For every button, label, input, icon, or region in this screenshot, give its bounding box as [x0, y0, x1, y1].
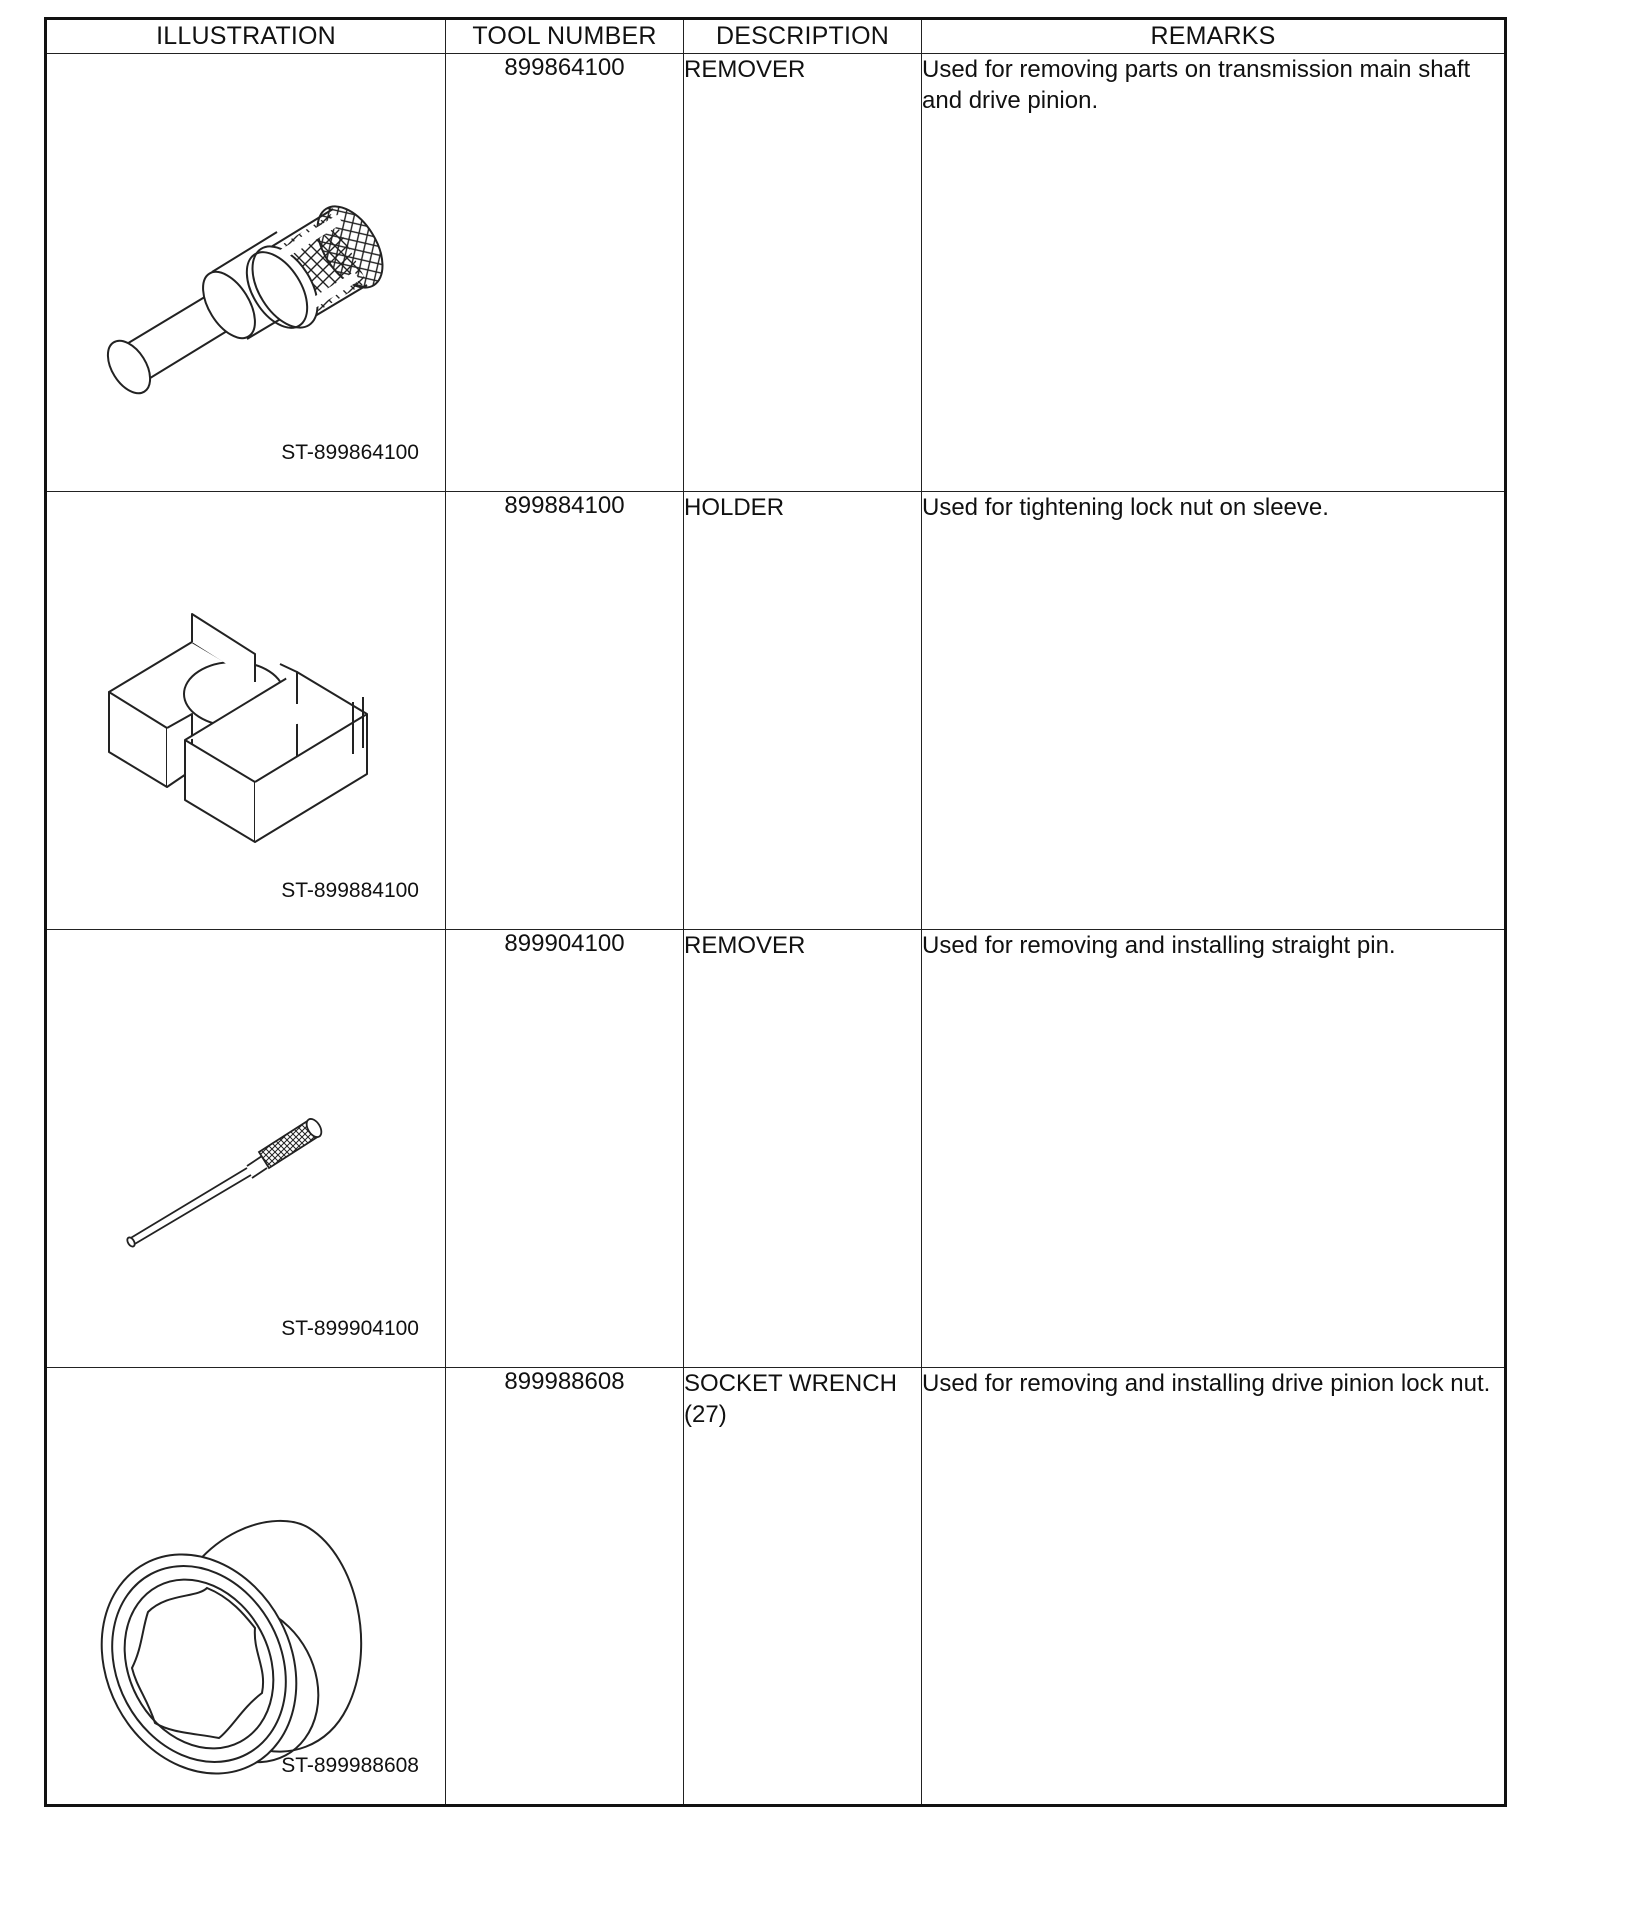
illustration-label: ST-899904100	[281, 1317, 419, 1340]
table-row	[46, 492, 1506, 930]
header-tool-number: TOOL NUMBER	[446, 19, 684, 54]
description-cell	[684, 492, 922, 930]
illustration-cell	[46, 1368, 446, 1806]
table-header-row	[46, 19, 1506, 54]
table-row	[46, 54, 1506, 492]
illustration-label: ST-899884100	[281, 879, 419, 902]
illustration-label: ST-899988608	[281, 1754, 419, 1777]
remarks: Used for removing and installing straight pin.	[922, 932, 1396, 959]
illustration-label: ST-899864100	[281, 441, 419, 464]
illustration-cell	[46, 492, 446, 930]
tool-number: 899904100	[504, 930, 625, 957]
illustration-cell	[46, 54, 446, 492]
socket-wrench-icon	[47, 1368, 447, 1806]
remarks: Used for removing parts on transmission main shaft and drive pinion.	[922, 56, 1471, 114]
table-row	[46, 1368, 1506, 1806]
remarks-cell	[922, 54, 1506, 492]
remarks-cell	[922, 492, 1506, 930]
remarks-cell	[922, 1368, 1506, 1806]
tool-number-cell	[446, 54, 684, 492]
description-cell	[684, 930, 922, 1368]
remarks: Used for tightening lock nut on sleeve.	[922, 494, 1329, 521]
tool-number-cell	[446, 492, 684, 930]
header-illustration: ILLUSTRATION	[46, 19, 446, 54]
illustration-cell	[46, 930, 446, 1368]
tool-number-cell	[446, 930, 684, 1368]
description: SOCKET WRENCH (27)	[684, 1370, 897, 1428]
description-cell	[684, 54, 922, 492]
tool-number-cell	[446, 1368, 684, 1806]
remarks: Used for removing and installing drive pinion lock nut.	[922, 1370, 1491, 1397]
holder-block-icon	[47, 492, 447, 930]
remover-punch-icon	[47, 54, 447, 492]
tool-number: 899884100	[504, 492, 625, 519]
description: REMOVER	[684, 56, 806, 83]
special-tools-sheet	[44, 17, 1507, 1807]
special-tools-table	[44, 17, 1507, 1807]
tool-number: 899864100	[504, 54, 625, 81]
tool-number: 899988608	[504, 1368, 625, 1395]
remarks-cell	[922, 930, 1506, 1368]
description: REMOVER	[684, 932, 806, 959]
table-row	[46, 930, 1506, 1368]
pin-remover-icon	[47, 930, 447, 1368]
description: HOLDER	[684, 494, 785, 521]
header-remarks: REMARKS	[922, 19, 1506, 54]
header-description: DESCRIPTION	[684, 19, 922, 54]
description-cell	[684, 1368, 922, 1806]
